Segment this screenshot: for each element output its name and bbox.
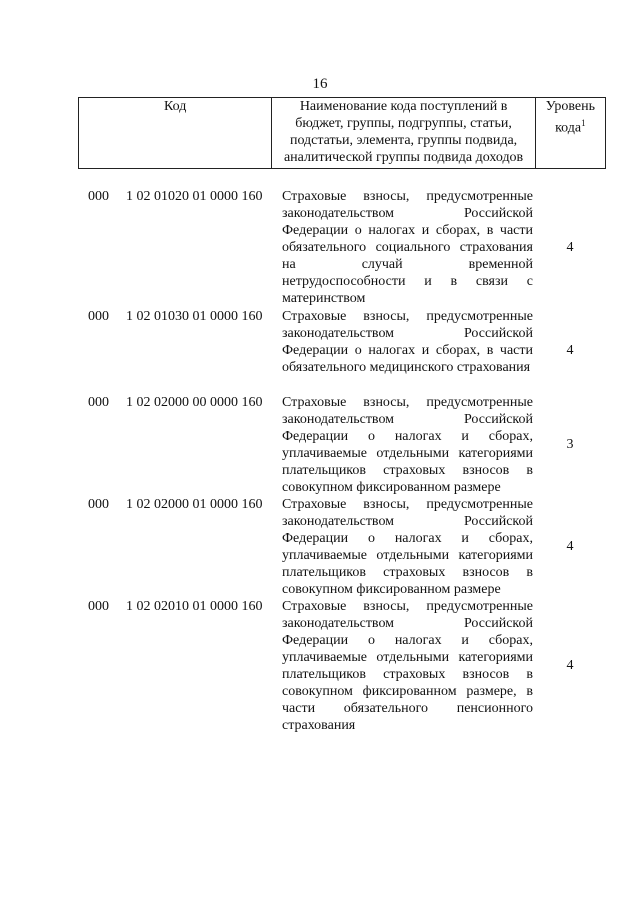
- admin-code: 000: [88, 599, 109, 614]
- code-level: 4: [566, 343, 574, 358]
- code-level: 4: [566, 240, 574, 255]
- revenue-code: 1 02 02000 01 0000 160: [126, 497, 263, 512]
- code-level: 4: [566, 658, 574, 673]
- header-code: Код: [79, 98, 272, 169]
- admin-code: 000: [88, 395, 109, 410]
- code-level: 3: [566, 437, 574, 452]
- header-level-label: Уровень кода: [545, 99, 595, 136]
- footnote-marker: 1: [581, 118, 586, 128]
- revenue-name: Страховые взносы, предусмотренные законодательством Российской Федерации о налогах и сборах, в части обязательного медицинского страхования: [282, 309, 533, 375]
- code-level: 4: [566, 539, 574, 554]
- revenue-code: 1 02 02000 00 0000 160: [126, 395, 263, 410]
- revenue-name: Страховые взносы, предусмотренные законодательством Российской Федерации о налогах и сборах, уплачиваемые отдельными категориями плательщиков страховых взносов в совокупном фиксированном размере, в части обязательного пенсионного страхования: [282, 599, 533, 733]
- admin-code: 000: [88, 309, 109, 324]
- page-number: 16: [312, 76, 328, 92]
- admin-code: 000: [88, 189, 109, 204]
- header-level: [535, 98, 605, 169]
- header-name: Наименование кода поступлений в бюджет, группы, подгруппы, статьи, подстатьи, элемента, группы подвида, аналитической группы подвида доходов: [272, 98, 535, 169]
- revenue-name: Страховые взносы, предусмотренные законодательством Российской Федерации о налогах и сборах, в части обязательного социального страхования на случай временной нетрудоспособности и в связи с материнством: [282, 189, 533, 306]
- revenue-name: Страховые взносы, предусмотренные законодательством Российской Федерации о налогах и сборах, уплачиваемые отдельными категориями плательщиков страховых взносов в совокупном фиксированном размере: [282, 497, 533, 597]
- admin-code: 000: [88, 497, 109, 512]
- revenue-code: 1 02 01030 01 0000 160: [126, 309, 263, 324]
- revenue-name: Страховые взносы, предусмотренные законодательством Российской Федерации о налогах и сборах, уплачиваемые отдельными категориями плательщиков страховых взносов в совокупном фиксированном размере: [282, 395, 533, 495]
- revenue-code: 1 02 02010 01 0000 160: [126, 599, 263, 614]
- table-header: [78, 97, 606, 169]
- revenue-code: 1 02 01020 01 0000 160: [126, 189, 263, 204]
